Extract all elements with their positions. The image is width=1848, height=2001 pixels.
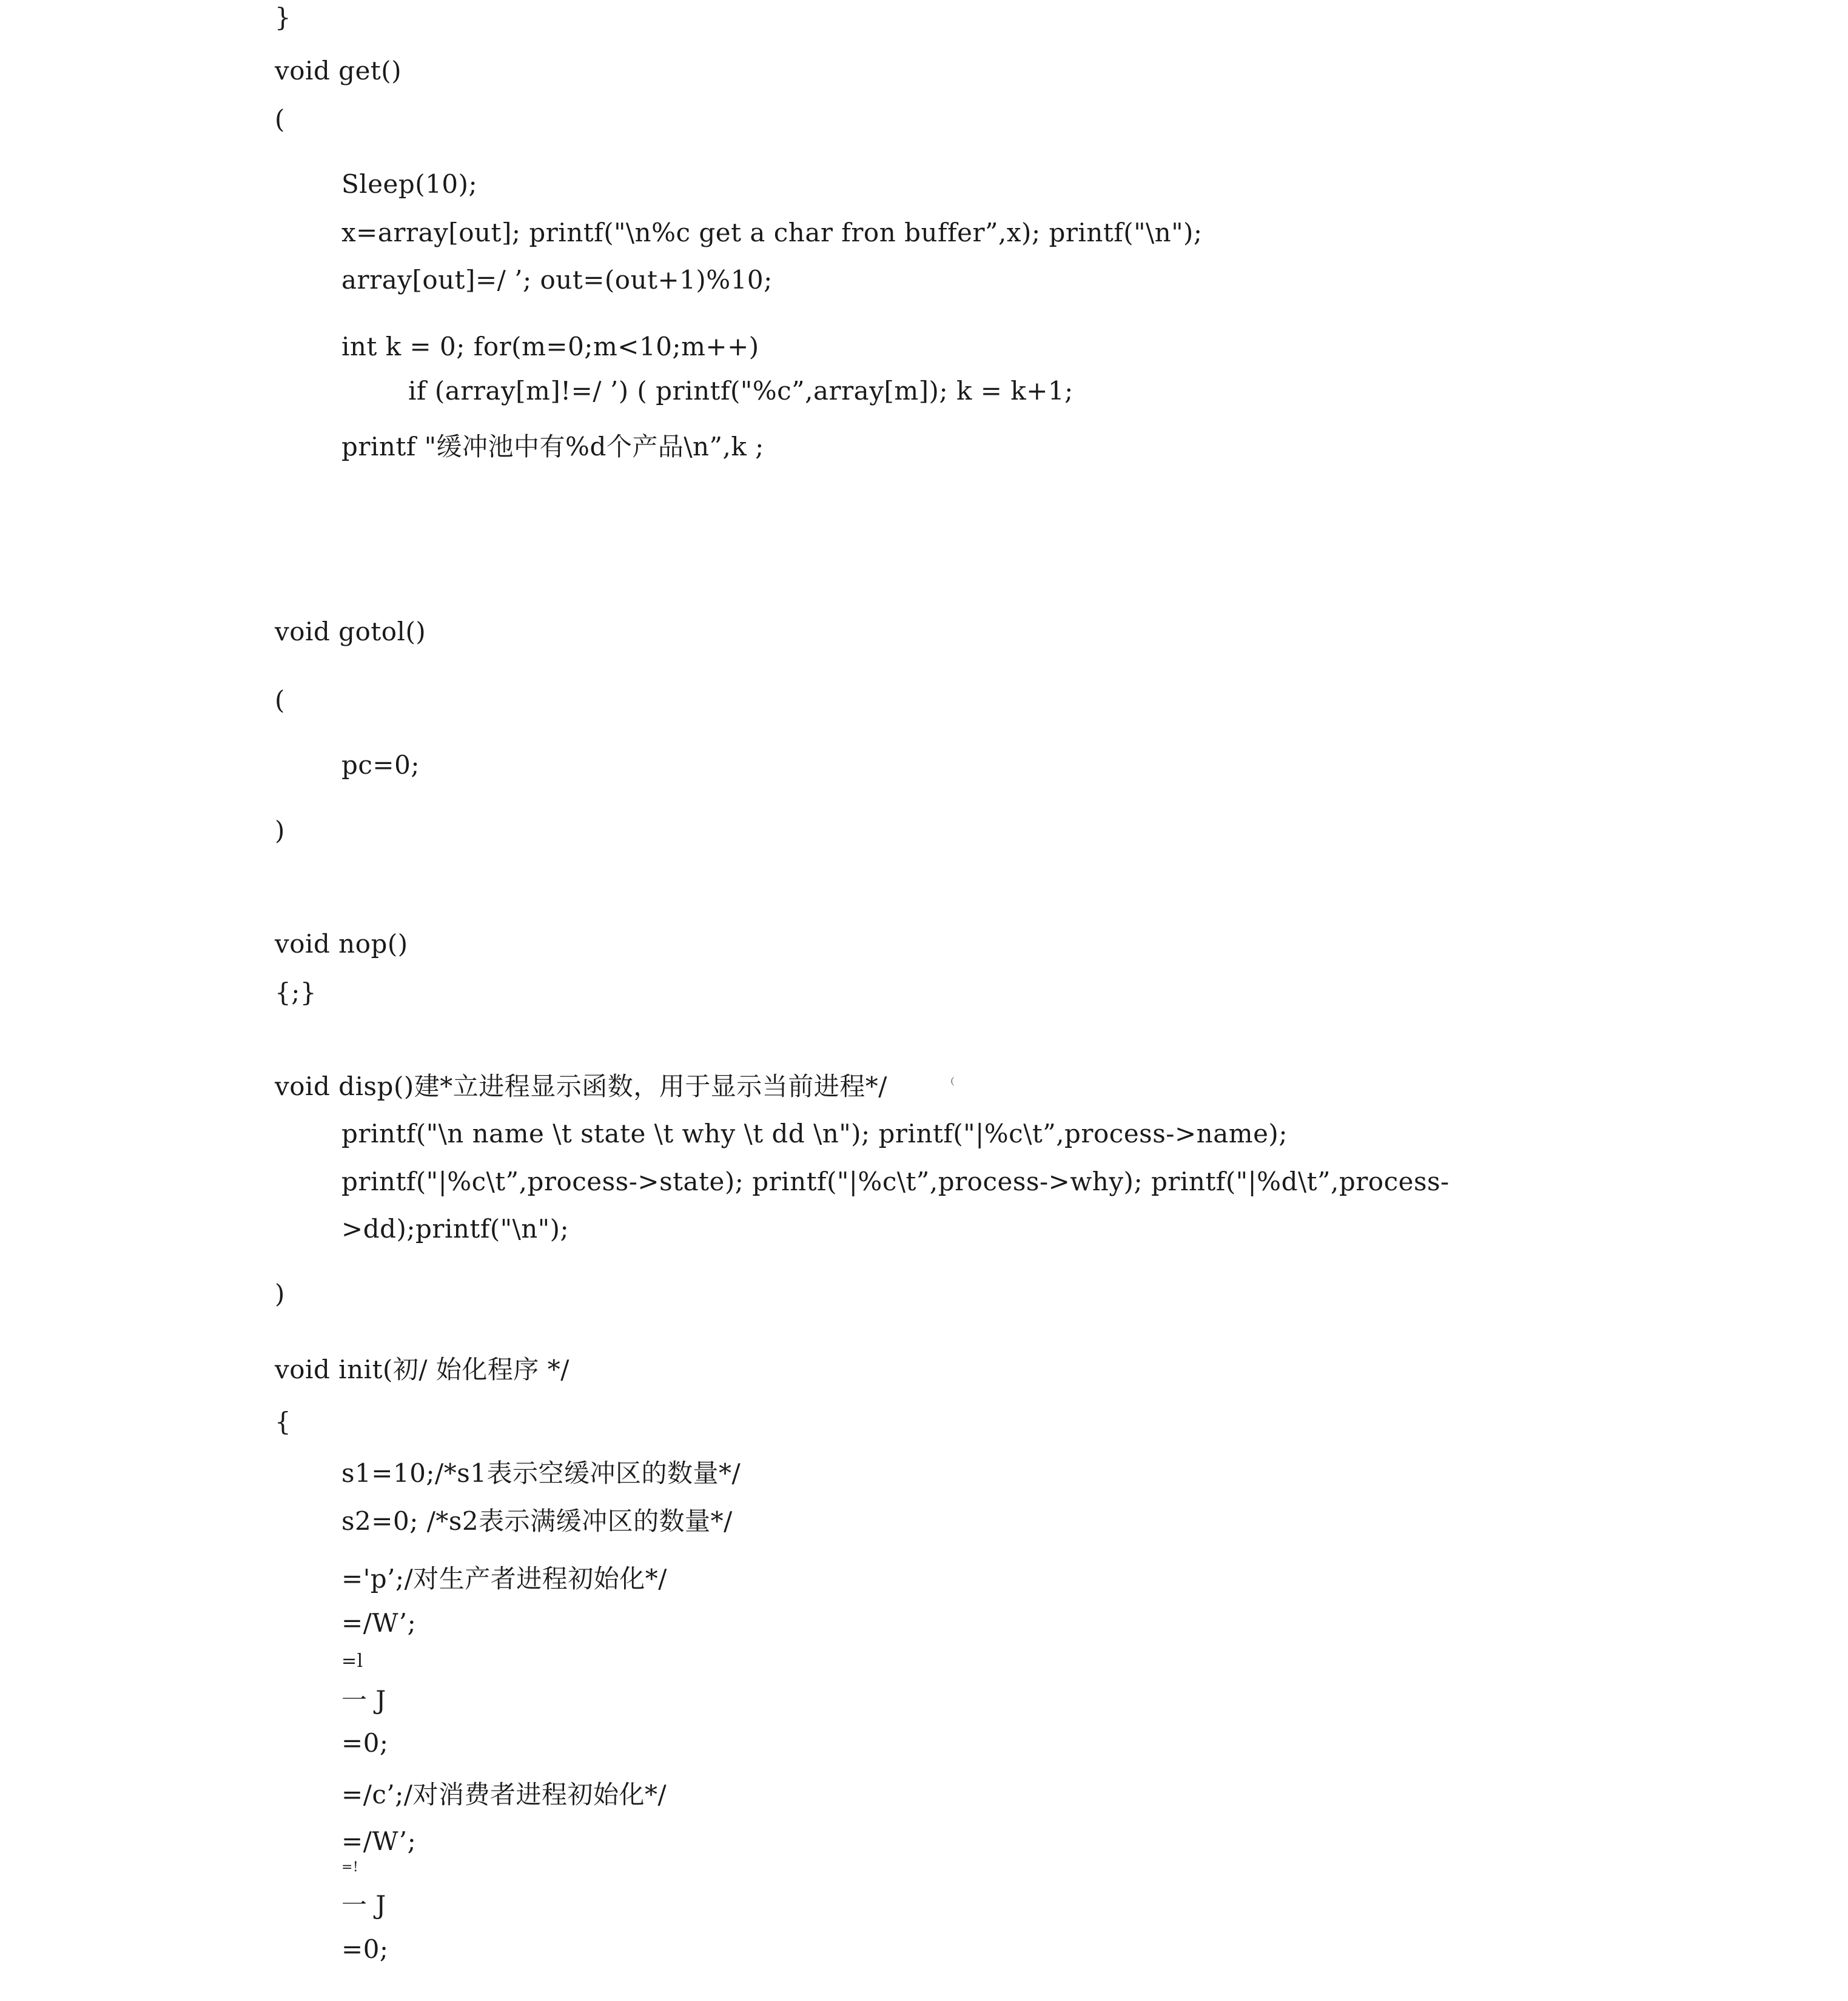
code-line-26: =/W’; xyxy=(341,1608,417,1638)
code-line-18: printf("|%c\t”,process->state); printf("|%c\t”,process->why); printf("|%d\t”,process- xyxy=(341,1167,1450,1196)
code-line-2: void get() xyxy=(275,56,402,85)
code-line-11: ( xyxy=(275,685,285,715)
code-line-25: ='p’;/对生产者进程初始化*/ xyxy=(341,1564,667,1594)
code-line-20: ) xyxy=(275,1279,285,1309)
code-line-1: } xyxy=(275,2,292,32)
code-line-31: =/W’; xyxy=(341,1826,417,1856)
trailing-mark: ﹙ xyxy=(946,1073,960,1088)
code-line-10: void gotol() xyxy=(275,617,426,646)
code-line-5: x=array[out]; printf("\n%c get a char fron buffer”,x); printf("\n"); xyxy=(341,218,1203,247)
code-line-7: int k = 0; for(m=0;m<10;m++) xyxy=(341,332,759,361)
code-line-22: { xyxy=(275,1407,292,1436)
code-line-21: void init(初/ 始化程序 */ xyxy=(275,1355,570,1384)
code-line-3: ( xyxy=(275,104,285,134)
code-line-16: void disp()建*立进程显示函数，用于显示当前进程*/ xyxy=(275,1071,887,1101)
code-line-17: printf("\n name \t state \t why \t dd \n"); printf("|%c\t”,process->name); xyxy=(341,1119,1288,1148)
code-line-12: pc=0; xyxy=(341,750,420,780)
code-line-14: void nop() xyxy=(275,929,408,959)
code-line-29: =0; xyxy=(341,1728,389,1758)
code-line-4: Sleep(10); xyxy=(341,169,478,199)
code-line-23: s1=10;/*s1表示空缓冲区的数量*/ xyxy=(341,1458,741,1488)
code-line-28: 一 J xyxy=(341,1685,386,1715)
code-line-34: =0; xyxy=(341,1934,389,1964)
code-line-32: =! xyxy=(341,1860,359,1875)
code-line-33: 一 J xyxy=(341,1890,386,1920)
code-line-30: =/c’;/对消费者进程初始化*/ xyxy=(341,1780,667,1809)
code-line-13: ) xyxy=(275,816,285,845)
code-line-15: {;} xyxy=(275,977,317,1007)
code-line-8: if (array[m]!=/ ’) ( printf("%c”,array[m]); k = k+1; xyxy=(408,376,1074,406)
code-line-9: printf "缓冲池中有%d个产品\n”,k ; xyxy=(341,432,764,461)
code-line-24: s2=0; /*s2表示满缓冲区的数量*/ xyxy=(341,1506,733,1536)
code-line-27: =l xyxy=(341,1651,363,1672)
code-line-6: array[out]=/ ’; out=(out+1)%10; xyxy=(341,265,773,295)
code-line-19: >dd);printf("\n"); xyxy=(341,1214,570,1244)
